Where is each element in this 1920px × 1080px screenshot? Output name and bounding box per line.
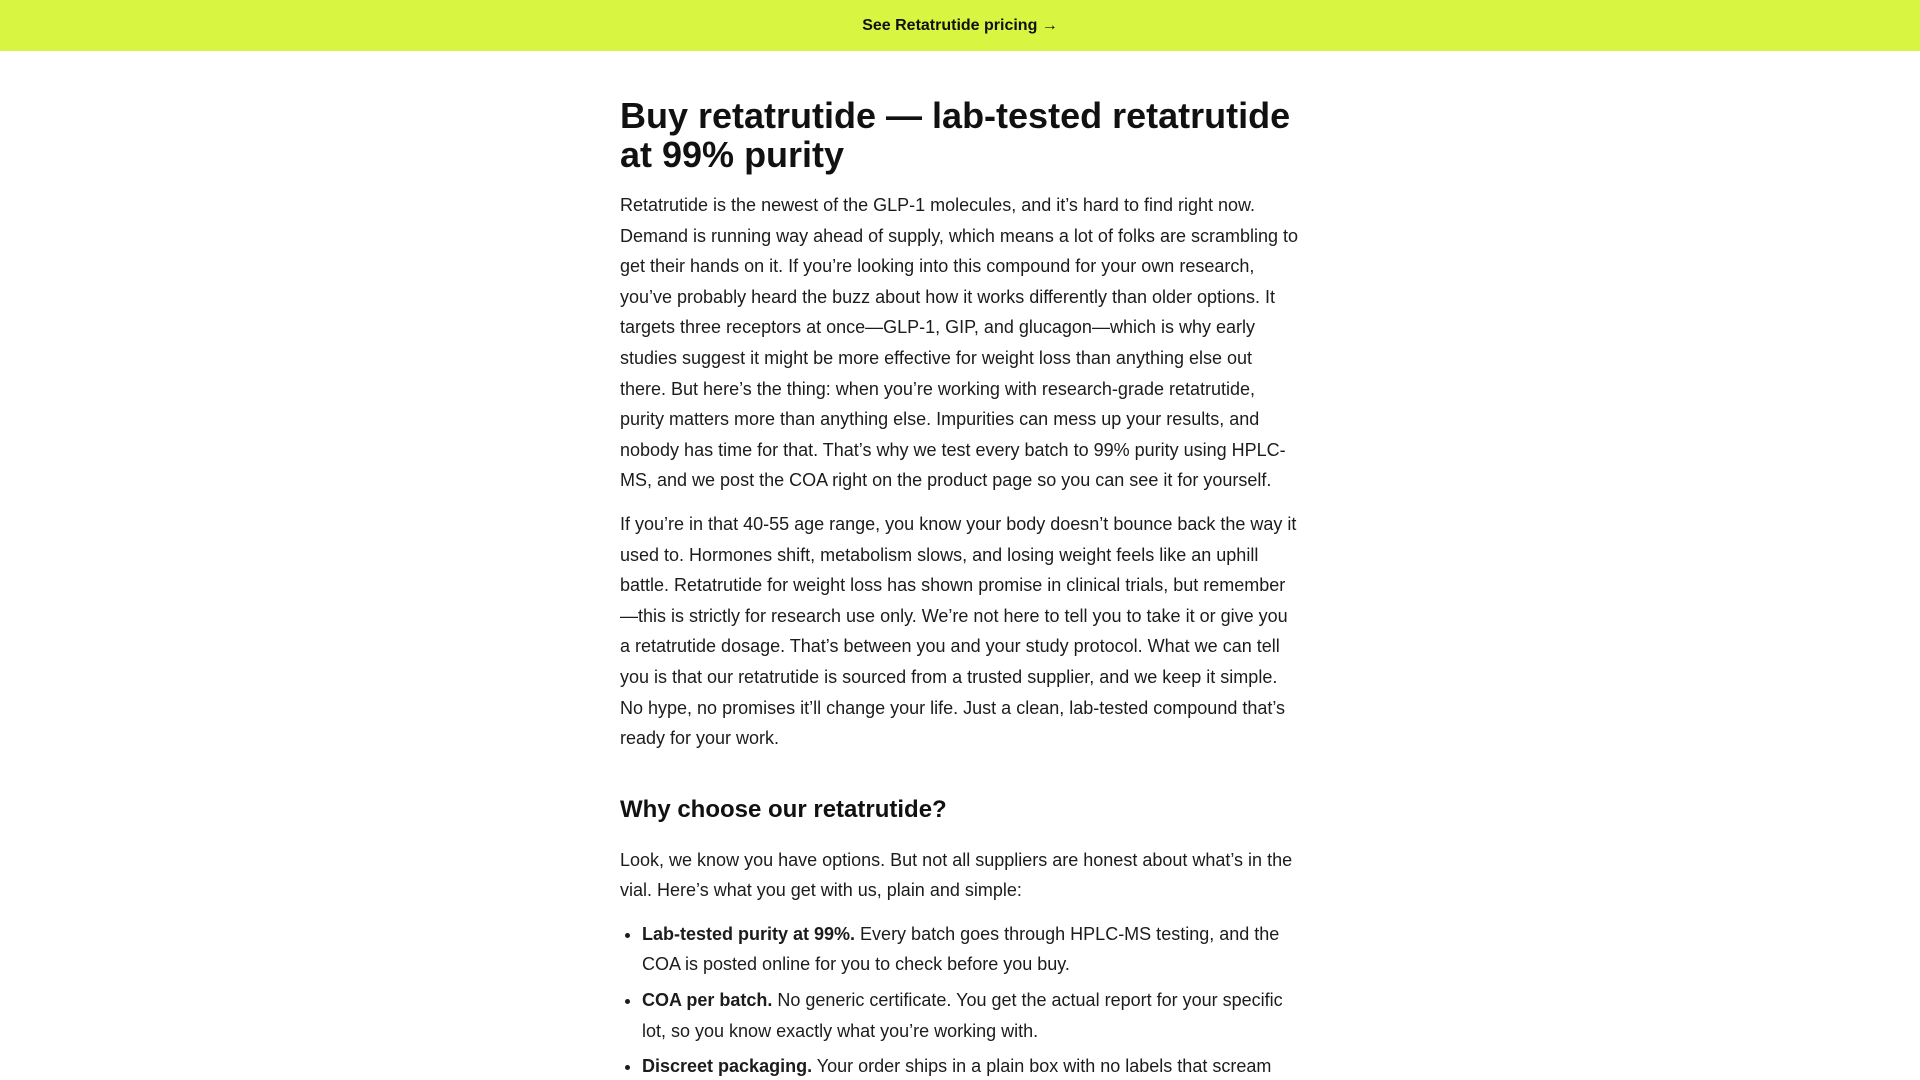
feature-text: No generic certificate. You get the actual report for your specific lot, so you know exactly what you’re working with. xyxy=(642,990,1283,1041)
pricing-link[interactable]: See Retatrutide pricing → xyxy=(862,16,1058,34)
feature-title: Discreet packaging. xyxy=(642,1056,813,1077)
section-intro: Look, we know you have options. But not all suppliers are honest about what’s in the vial. Here’s what you get with us, plain and simple: xyxy=(620,849,1293,901)
feature-text: Your order ships in a plain box with no labels that scream xyxy=(812,1056,1272,1077)
section-heading: Why choose our retatrutide? xyxy=(620,795,947,823)
feature-item xyxy=(642,985,1300,1046)
feature-title: Lab-tested purity at 99%. xyxy=(642,923,856,944)
top-banner xyxy=(0,0,1920,51)
feature-item xyxy=(642,1051,1300,1080)
article-content xyxy=(620,96,1300,1080)
feature-text: Every batch goes through HPLC-MS testing, and the COA is posted online for you to check before you buy. xyxy=(642,923,1280,975)
intro-paragraph-1: Retatrutide is the newest of the GLP-1 molecules, and it’s hard to find right now. Demand is running way ahead of supply, which means a lot of folks are scrambling to get their hands on it. If you’re looking into this compound for your own research, you’ve probably heard the buzz about how it works differently than older options. It targets three receptors at once—GLP-1, GIP, and glucagon—which is why early studies suggest it might be more effective for weight loss than anything else out there. But here’s the thing: when you’re working with research-grade retatrutide, purity matters more than anything else. Impurities can mess up your results, and nobody has time for that. That’s why we test every batch to 99% purity using HPLC-MS, and we post the COA right on the product page so you can see it for yourself. xyxy=(620,195,1299,491)
page-title: Buy retatrutide — lab-tested retatrutide at 99% purity xyxy=(620,95,1291,175)
feature-list xyxy=(620,919,1300,1080)
feature-item xyxy=(642,919,1300,980)
intro-paragraph-2: If you’re in that 40-55 age range, you know your body doesn’t bounce back the way it used to. Hormones shift, metabolism slows, and losing weight feels like an uphill battle. Retatrutide for weight loss has shown promise in clinical trials, but remember—this is strictly for research use only. We’re not here to tell you to take it or give you a retatrutide dosage. That’s between you and your study protocol. What we can tell you is that our retatrutide is sourced from a trusted supplier, and we keep it simple. No hype, no promises it’ll change your life. Just a clean, lab-tested compound that’s ready for your work. xyxy=(620,513,1297,749)
feature-title: COA per batch. xyxy=(642,990,773,1011)
